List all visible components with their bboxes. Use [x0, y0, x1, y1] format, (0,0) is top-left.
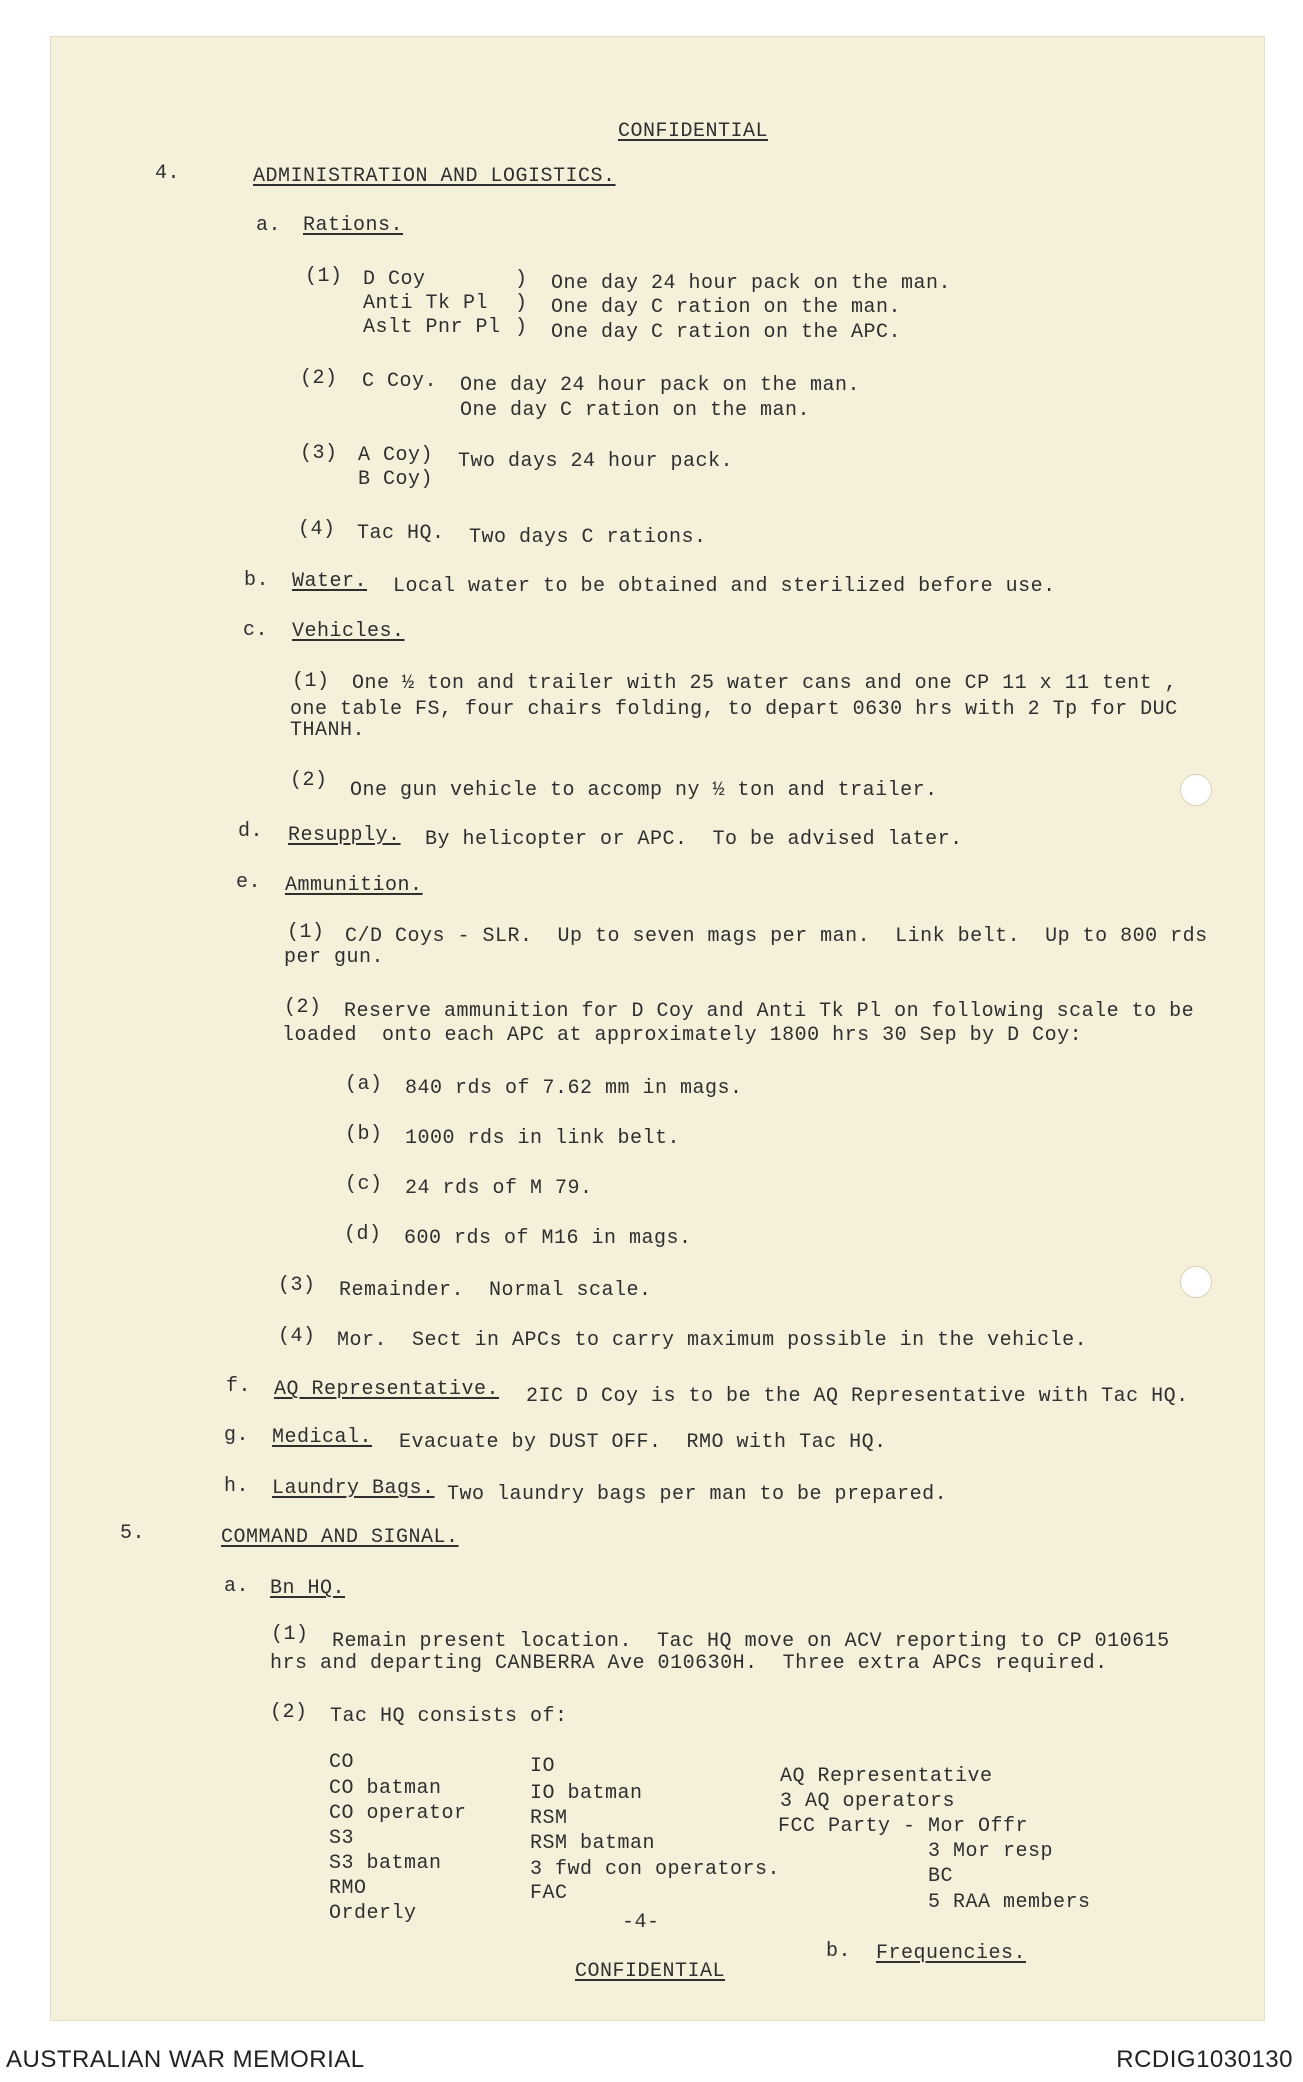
sub-number: (3)	[300, 442, 338, 465]
staff-entry: RSM	[530, 1807, 568, 1830]
item-number: (c)	[345, 1173, 383, 1196]
staff-entry: AQ Representative	[780, 1765, 993, 1788]
text-line: per gun.	[284, 946, 385, 969]
bracket: )	[515, 268, 528, 291]
text-line: Remainder. Normal scale.	[339, 1279, 652, 1302]
text-line: one table FS, four chairs folding, to depart 0630 hrs with 2 Tp for DUC	[290, 698, 1178, 721]
staff-entry: FCC Party - Mor Offr	[778, 1815, 1029, 1838]
item-number: (b)	[345, 1123, 383, 1146]
para-title: Bn HQ.	[270, 1577, 346, 1600]
staff-entry: S3	[329, 1827, 355, 1850]
text-line: THANH.	[290, 719, 366, 742]
staff-entry: Orderly	[329, 1902, 417, 1925]
text-line: 2IC D Coy is to be the AQ Representative with Tac HQ.	[526, 1385, 1189, 1408]
unit-name: D Coy	[363, 268, 426, 291]
unit-name: B Coy)	[358, 468, 434, 491]
punch-hole	[1180, 1266, 1212, 1298]
archive-label: AUSTRALIAN WAR MEMORIAL	[6, 2046, 365, 2073]
staff-entry: RMO	[329, 1877, 367, 1900]
staff-entry: CO batman	[329, 1777, 442, 1800]
bracket: )	[515, 316, 528, 339]
item-text: 600 rds of M16 in mags.	[404, 1227, 692, 1250]
text-line: Local water to be obtained and sterilized before use.	[393, 575, 1056, 598]
para-letter: d.	[238, 820, 264, 843]
para-letter: g.	[224, 1424, 250, 1447]
para-title: Water.	[292, 570, 368, 593]
archive-id: RCDIG1030130	[1116, 2046, 1293, 2073]
text-line: By helicopter or APC. To be advised later.	[425, 828, 963, 851]
para-letter: c.	[243, 619, 269, 642]
page-number: -4-	[622, 1911, 660, 1934]
para-title: Vehicles.	[292, 620, 405, 643]
text-line: One day 24 hour pack on the man.	[551, 272, 952, 295]
staff-entry: RSM batman	[530, 1832, 656, 1855]
section-title: ADMINISTRATION AND LOGISTICS.	[253, 165, 616, 188]
para-title: Laundry Bags.	[272, 1477, 435, 1500]
staff-entry: 3 Mor resp	[928, 1840, 1054, 1863]
para-title: Ammunition.	[285, 874, 423, 897]
text-line: Remain present location. Tac HQ move on ACV reporting to CP 010615	[332, 1630, 1170, 1653]
sub-number: (1)	[292, 670, 330, 693]
text-line: loaded onto each APC at approximately 1800 hrs 30 Sep by D Coy:	[282, 1024, 1083, 1047]
text-line: Two days 24 hour pack.	[458, 450, 734, 473]
text-line: C/D Coys - SLR. Up to seven mags per man. Link belt. Up to 800 rds	[345, 925, 1208, 948]
staff-entry: IO	[530, 1755, 556, 1778]
text-line: Two days C rations.	[469, 526, 707, 549]
sub-number: (2)	[270, 1701, 308, 1724]
item-text: 840 rds of 7.62 mm in mags.	[405, 1077, 743, 1100]
item-text: 1000 rds in link belt.	[405, 1127, 681, 1150]
sub-number: (3)	[278, 1274, 316, 1297]
para-letter: a.	[256, 214, 282, 237]
para-letter: f.	[226, 1375, 252, 1398]
para-title: Frequencies.	[876, 1942, 1027, 1965]
staff-entry: BC	[928, 1865, 954, 1888]
staff-entry: 5 RAA members	[928, 1891, 1091, 1914]
text-line: One gun vehicle to accomp ny ½ ton and trailer.	[350, 779, 938, 802]
sub-number: (4)	[298, 518, 336, 541]
punch-hole	[1180, 774, 1212, 806]
para-letter: b.	[826, 1940, 852, 1963]
unit-name: Tac HQ.	[357, 522, 445, 545]
text-line: hrs and departing CANBERRA Ave 010630H. Three extra APCs required.	[270, 1652, 1108, 1675]
staff-entry: 3 fwd con operators.	[530, 1858, 781, 1881]
sub-number: (2)	[284, 996, 322, 1019]
section-title: COMMAND AND SIGNAL.	[221, 1526, 459, 1549]
para-title: AQ Representative.	[274, 1378, 500, 1401]
staff-entry: CO	[329, 1751, 355, 1774]
sub-number: (1)	[271, 1623, 309, 1646]
para-title: Resupply.	[288, 824, 401, 847]
staff-entry: CO operator	[329, 1802, 467, 1825]
section-number: 5.	[120, 1522, 146, 1545]
staff-entry: FAC	[530, 1882, 568, 1905]
unit-name: A Coy)	[358, 444, 434, 467]
footer-confidential: CONFIDENTIAL	[575, 1960, 726, 1983]
text-line: Two laundry bags per man to be prepared.	[447, 1483, 948, 1506]
text-line: One ½ ton and trailer with 25 water cans and one CP 11 x 11 tent ,	[352, 672, 1178, 695]
staff-entry: 3 AQ operators	[780, 1790, 956, 1813]
text-line: One day C ration on the man.	[551, 296, 902, 319]
text-line: One day C ration on the man.	[460, 399, 811, 422]
sub-number: (4)	[278, 1325, 316, 1348]
item-text: 24 rds of M 79.	[405, 1177, 593, 1200]
text-line: Reserve ammunition for D Coy and Anti Tk Pl on following scale to be	[344, 1000, 1195, 1023]
staff-entry: S3 batman	[329, 1852, 442, 1875]
unit-name: Anti Tk Pl	[363, 292, 489, 315]
bracket: )	[515, 292, 528, 315]
section-number: 4.	[155, 162, 181, 185]
para-letter: h.	[224, 1475, 250, 1498]
para-letter: e.	[236, 871, 262, 894]
para-title: Medical.	[272, 1426, 373, 1449]
text-line: One day C ration on the APC.	[551, 321, 902, 344]
item-number: (d)	[344, 1223, 382, 1246]
sub-number: (1)	[305, 265, 343, 288]
text-line: Tac HQ consists of:	[330, 1705, 568, 1728]
text-line: One day 24 hour pack on the man.	[460, 374, 861, 397]
para-letter: b.	[244, 569, 270, 592]
unit-name: C Coy.	[362, 370, 438, 393]
item-number: (a)	[345, 1073, 383, 1096]
header-confidential: CONFIDENTIAL	[618, 120, 769, 143]
sub-number: (2)	[300, 367, 338, 390]
unit-name: Aslt Pnr Pl	[363, 316, 501, 339]
para-title: Rations.	[303, 214, 404, 237]
text-line: Mor. Sect in APCs to carry maximum possible in the vehicle.	[337, 1329, 1088, 1352]
staff-entry: IO batman	[530, 1782, 643, 1805]
sub-number: (1)	[287, 921, 325, 944]
para-letter: a.	[224, 1575, 250, 1598]
sub-number: (2)	[290, 769, 328, 792]
text-line: Evacuate by DUST OFF. RMO with Tac HQ.	[399, 1431, 887, 1454]
